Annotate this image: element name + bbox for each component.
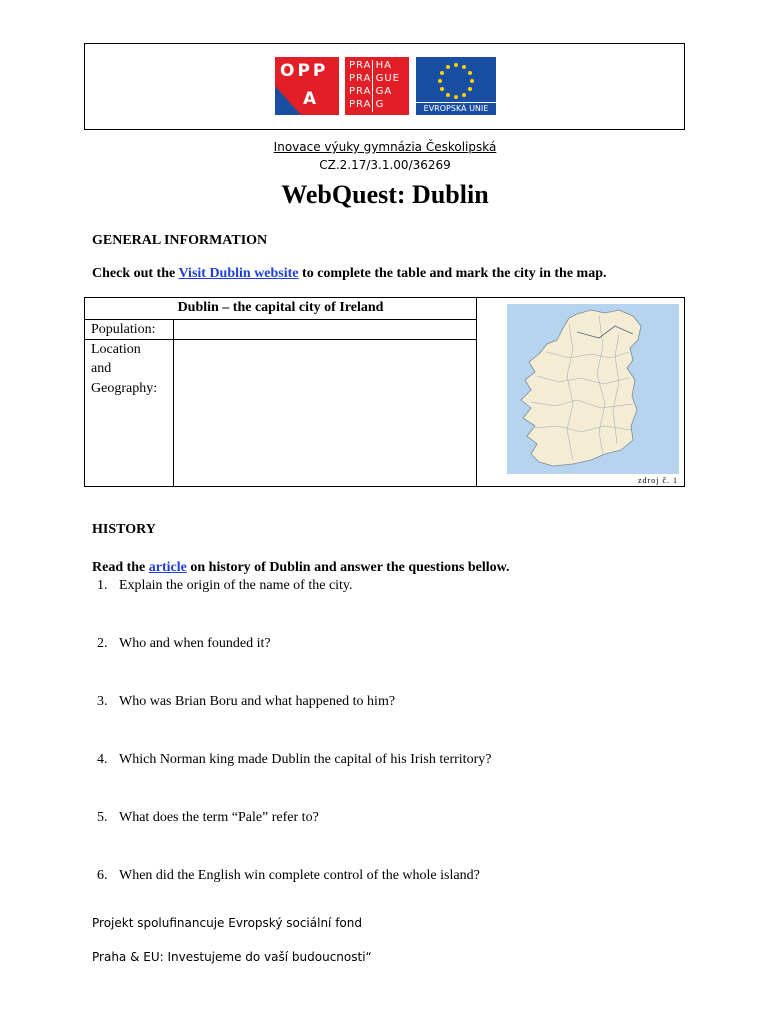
oppa-logo-text-bottom: A <box>303 89 320 109</box>
general-information-heading: GENERAL INFORMATION <box>92 233 268 248</box>
praha-logo-line: PRA GUE <box>349 73 400 84</box>
history-instruction-post: on history of Dublin and answer the questions bellow. <box>186 560 510 575</box>
footer-slogan: Praha & EU: Investujeme do vaší budoucnosti“ <box>92 950 372 964</box>
project-code: CZ.2.17/3.1.00/36269 <box>319 158 451 172</box>
eu-flag-logo <box>416 57 496 115</box>
question-item <box>97 810 319 826</box>
general-instruction-post: to complete the table and mark the city in the map. <box>298 266 607 281</box>
history-article-link[interactable]: article <box>148 560 187 575</box>
page-title: WebQuest: Dublin <box>281 180 489 209</box>
logo-banner <box>84 43 685 130</box>
question-text: What does the term “Pale” refer to? <box>119 810 319 825</box>
general-instruction <box>92 266 607 282</box>
school-project-title: Inovace výuky gymnázia Českolipská <box>273 140 497 154</box>
general-instruction-pre: Check out the <box>92 266 179 281</box>
history-instruction-pre: Read the <box>92 560 149 575</box>
footer-funding-note: Projekt spolufinancuje Evropský sociální fond <box>92 916 362 930</box>
visit-dublin-link[interactable]: Visit Dublin website <box>178 266 299 281</box>
table-header: Dublin – the capital city of Ireland <box>177 300 384 315</box>
dublin-info-table <box>84 297 685 487</box>
eu-flag-caption: EVROPSKÁ UNIE <box>416 102 496 115</box>
oppa-logo-text-top: OPP <box>280 61 329 81</box>
praha-logo-line: PRA HA <box>349 60 392 71</box>
population-value-cell[interactable] <box>177 320 473 338</box>
question-item <box>97 868 480 884</box>
praha-logo <box>345 57 409 115</box>
praha-logo-line: PRA G <box>349 99 385 110</box>
question-number: 5. <box>97 810 108 825</box>
question-text: When did the English win complete control of the whole island? <box>119 868 480 883</box>
question-number: 1. <box>97 578 108 593</box>
question-text: Who was Brian Boru and what happened to him? <box>119 694 396 709</box>
population-label: Population: <box>91 322 156 337</box>
question-item <box>97 694 395 710</box>
image-source-note: zdroj č. 1 <box>638 476 678 485</box>
question-item <box>97 752 491 768</box>
question-number: 4. <box>97 752 108 767</box>
question-text: Who and when founded it? <box>119 636 271 651</box>
question-number: 3. <box>97 694 108 709</box>
table-divider <box>173 319 174 486</box>
location-label-line: Location <box>91 342 141 357</box>
question-text: Explain the origin of the name of the city. <box>119 578 353 593</box>
question-number: 6. <box>97 868 108 883</box>
question-text: Which Norman king made Dublin the capital of his Irish territory? <box>119 752 492 767</box>
question-number: 2. <box>97 636 108 651</box>
oppa-logo <box>275 57 339 115</box>
table-divider <box>476 298 477 486</box>
ireland-map[interactable] <box>507 304 679 474</box>
history-heading: HISTORY <box>92 522 156 537</box>
location-label-line: Geography: <box>91 381 158 396</box>
praha-logo-line: PRA GA <box>349 86 393 97</box>
question-item <box>97 578 353 594</box>
history-instruction <box>92 560 509 576</box>
ireland-map-shape <box>507 304 679 474</box>
location-value-cell[interactable] <box>177 342 473 482</box>
location-label-line: and <box>91 361 112 376</box>
question-item <box>97 636 271 652</box>
eu-stars-icon <box>416 57 496 103</box>
